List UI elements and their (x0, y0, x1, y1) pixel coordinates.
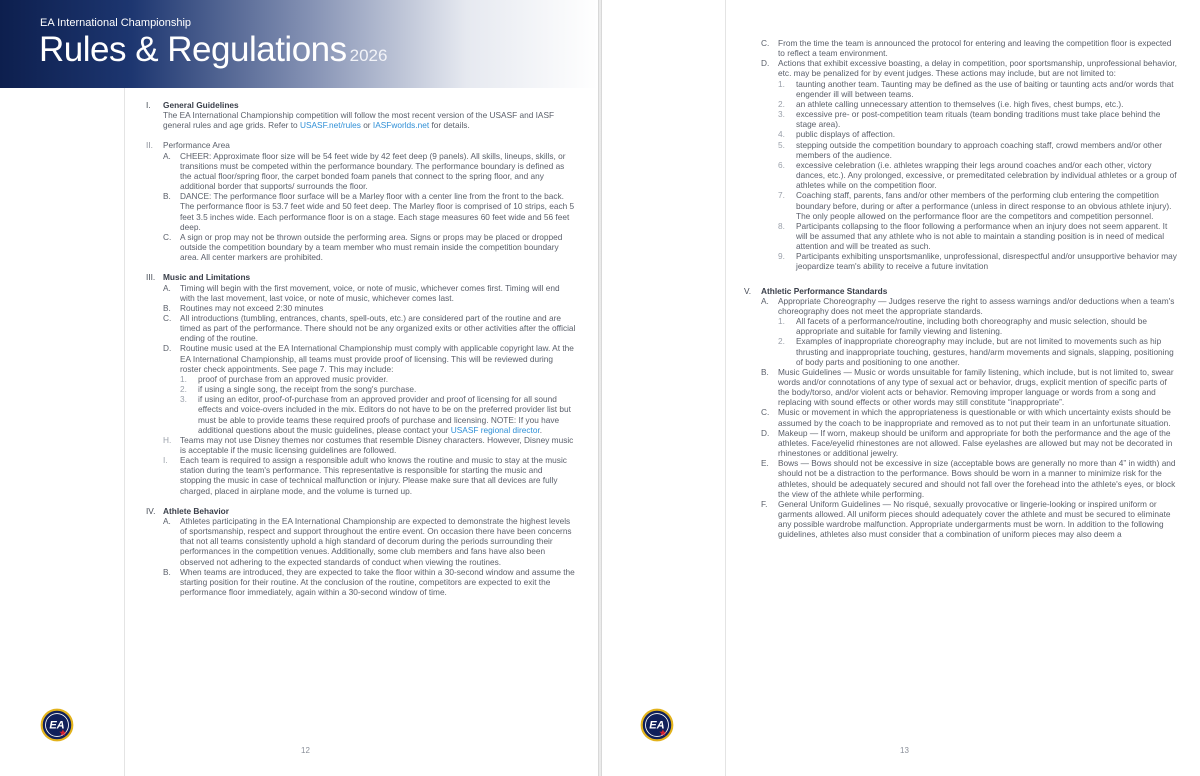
list-item (163, 435, 576, 455)
list-item (163, 191, 576, 232)
list-item (163, 313, 576, 343)
list-item (761, 458, 1178, 499)
sub-label: 1. (778, 78, 785, 89)
sub-text: proof of purchase from an approved music provider. (198, 373, 389, 384)
item-label: I. (163, 455, 168, 466)
section-music-limitations (146, 272, 576, 495)
sub-label: 9. (778, 251, 785, 262)
section-title: Athlete Behavior (163, 505, 229, 516)
sub-item (778, 99, 1178, 109)
section-title: General Guidelines (163, 100, 239, 110)
sub-text: Participants collapsing to the floor following a performance when an injury does not seem apparent. It will be assumed that any athlete who is not able to maintain a standing position is in need of medical attention and will be treated as such. (796, 220, 1168, 252)
general-text-end: for details. (431, 120, 470, 131)
page-number: 13 (900, 746, 909, 755)
list-item (761, 38, 1178, 58)
section-title: Athletic Performance Standards (761, 285, 888, 296)
sub-item (778, 109, 1178, 129)
sub-label: 2. (778, 336, 785, 347)
item-text: Bows — Bows should not be excessive in size (acceptable bows are generally no more than 4” in width) and should not be a distraction to the performance. Bows should be worn in a manner to minimize risk for the athletes, should be adequately secured and should not fall over the forehead into the athlete's eyes, or block the view of the athlete while performing. (778, 458, 1176, 499)
item-text: General Uniform Guidelines — No risqué, sexually provocative or lingerie-looking or inspired uniform or garments allowed. All uniform pieces should adequately cover the athlete and must be secured to eliminate any possible wardrobe malfunction. Appropriate undergarments must be worn. In addition to the following guidelines, athletes also must consider that a combination of uniform pieces may also deem a (778, 498, 1171, 540)
sub-item (778, 140, 1178, 160)
usasf-regional-director-link[interactable]: USASF regional director (450, 424, 540, 435)
item-label: B. (761, 366, 769, 377)
section-number: II. (146, 140, 153, 151)
sub-item (778, 129, 1178, 139)
list-item (163, 455, 576, 496)
item-label: D. (761, 427, 770, 438)
item-text: When teams are introduced, they are expected to take the floor within a 30-second window and assume the starting position for their routine. At the conclusion of the routine, competitors are expected to exit the performance floor immediately, again within a 30-second window of time. (180, 566, 575, 598)
sub-label: 1. (778, 316, 785, 327)
section-number: IV. (146, 505, 156, 516)
ea-logo-icon (640, 708, 674, 742)
list-item (163, 516, 576, 567)
section-number: V. (744, 285, 752, 296)
list-item (163, 567, 576, 597)
sub-item (778, 160, 1178, 190)
item-label: A. (163, 282, 171, 293)
item-label: D. (761, 58, 770, 69)
section-text (163, 110, 576, 130)
page-title-text: Rules & Regulations (39, 30, 347, 69)
sub-text: excessive celebration (i.e. athletes wrapping their legs around coaches and/or each other, victory dances, etc.). Any prolonged, excessive, or premeditated celebration by individual athletes or a group of athletes while on the competition floor. (796, 159, 1177, 191)
sub-text: if using a single song, the receipt from the song's purchase. (198, 384, 417, 395)
sub-label: 2. (778, 98, 785, 109)
item-text: Teams may not use Disney themes nor costumes that resemble Disney characters. However, Disney music is acceptable if the music licensing guidelines are followed. (180, 434, 574, 455)
item-label: A. (163, 515, 171, 526)
item-label: F. (761, 498, 768, 509)
item-text: CHEER: Approximate floor size will be 54 feet wide by 42 feet deep (9 panels). All skills, lineups, skills, or transitions must be competed within the performance boundary. The performance boundary is defined as the actual floor/spring floor, the carpet bonded foam panels that connect to the spring floor, and any additional border that supports/ surrounds the floor. (180, 150, 566, 192)
sub-item (180, 394, 576, 435)
list-item (761, 367, 1178, 408)
list-item (761, 407, 1178, 427)
sub-item (778, 190, 1178, 220)
item-label: H. (163, 434, 172, 445)
item-text: Athletes participating in the EA International Championship are expected to demonstrate the highest levels of sportsmanship, respect and support throughout the entire event. On occasion there have been concerns that not all teams consistently uphold a high standard of decorum during the periods surrounding their performances in the competition venues. Additionally, some club members and fans have also been observed not adhering to the expected standards of conduct when viewing the routines. (180, 515, 572, 567)
sub-text: Examples of inappropriate choreography may include, but are not limited to movements such as hip thrusting and inappropriate touching, gestures, hand/arm movements and signals, slapping, positioning of body parts and positioning to one another. (796, 336, 1174, 367)
sub-label: 2. (180, 384, 187, 395)
sub-item (778, 79, 1178, 99)
item-text: From the time the team is announced the protocol for entering and leaving the competition floor is expected to reflect a team environment. (778, 38, 1172, 59)
item-text: All introductions (tumbling, entrances, chants, spell-outs, etc.) are considered part of the routine and are timed as part of the performance. There should not be any organized exits or other activities after the official ending of the routine. (180, 312, 576, 344)
item-text: Makeup — If worn, makeup should be uniform and appropriate for both the performance and the age of the athletes. Face/eyelid rhinestones are not allowed. False eyelashes are allowed but may not be decorated in rhinestones or additional jewelry. (778, 427, 1173, 459)
page-number: 12 (301, 746, 310, 755)
section-title: Music and Limitations (163, 272, 251, 283)
item-text: Each team is required to assign a responsible adult who knows the routine and music to stay at the music station during the team's performance. This representative is responsible for starting the music and stopping the music in case of technical malfunction or injury. Please make sure that all devices are fully charged, placed in airplane mode, and the volume is turned up. (180, 455, 567, 496)
list-item (761, 296, 1178, 367)
item-text: Music or movement in which the appropriateness is questionable or with which uncertainty exists should be assumed by the coach to be inappropriate and removed as to not put their team in an unfortunate situation. (778, 407, 1171, 428)
list-item (163, 343, 576, 434)
list-item (163, 283, 576, 303)
list-item (163, 151, 576, 192)
item-text: Routines may not exceed 2:30 minutes (180, 302, 324, 313)
item-label: C. (761, 38, 770, 48)
item-label: C. (163, 231, 172, 242)
right-content (744, 38, 1178, 540)
item-label: B. (163, 566, 171, 577)
item-label: E. (761, 458, 769, 469)
page-title (39, 30, 387, 70)
general-text: The EA International Championship competition will follow the most recent version of the USASF and IASF general rules and age grids. Refer to (163, 110, 555, 131)
sub-label: 5. (778, 139, 785, 150)
logo-text: EA (649, 719, 665, 732)
item-text: Timing will begin with the first movement, voice, or note of music, whichever comes first. Timing will end with the last movement, last voice, or note of music, whichever comes last. (180, 282, 560, 303)
sub-text: stepping outside the competition boundary to approach coaching staff, crowd members and/or other members of the audience. (796, 139, 1163, 160)
sub-item (778, 336, 1178, 366)
margin-guide (124, 0, 125, 776)
item-text: Appropriate Choreography — Judges reserve the right to assess warnings and/or deductions when a team's choreography does not meet the appropriate standards. (778, 295, 1175, 316)
section-number: I. (146, 100, 151, 110)
sub-label: 6. (778, 159, 785, 170)
item-text: Actions that exhibit excessive boasting, a delay in competition, poor sportsmanship, unprofessional behavior, etc. may be penalized for by event judges. These actions may include, but are not limited to: (778, 58, 1177, 79)
sub-text: if using an editor, proof-of-purchase from an approved provider and proof of licensing for all sound effects and voice-overs included in the mix. Editors do not have to be on the preferred provider list but must be able to provide teams these required proofs of purchase and licensing. NOTE: If you have additional questions about the music guidelines, please contact your (198, 394, 571, 435)
section-athlete-behavior-continued (744, 38, 1178, 272)
sub-label: 8. (778, 220, 785, 231)
margin-guide (725, 0, 726, 776)
list-item (761, 499, 1178, 540)
sub-label: 7. (778, 190, 785, 201)
general-text-or: or (363, 120, 371, 131)
sub-label: 3. (180, 394, 187, 405)
item-text: A sign or prop may not be thrown outside the performing area. Signs or props may be placed or dropped outside the competition boundary by a team member who must remain inside the competition boundary area. All center markers are prohibited. (180, 231, 563, 263)
item-text: Routine music used at the EA International Championship must comply with applicable copyright law. At the EA International Championship, all teams must provide proof of licensing. This will be reviewed during roster check appointments. See page 7. This may include: (180, 343, 574, 374)
item-label: B. (163, 191, 171, 202)
sub-text: taunting another team. Taunting may be defined as the use of baiting or taunting acts and/or words that engender ill will between teams. (796, 78, 1174, 99)
sub-text: excessive pre- or post-competition team rituals (team bonding traditions must take place behind the stage area). (796, 109, 1161, 130)
sub-label: 3. (778, 109, 785, 120)
sub-text: public displays of affection. (796, 129, 896, 140)
sub-item (778, 221, 1178, 251)
logo-text: EA (49, 719, 65, 732)
sub-item (778, 316, 1178, 336)
item-label: A. (761, 295, 769, 306)
item-label: C. (761, 407, 770, 418)
sub-text: All facets of a performance/routine, including both choreography and music selection, should be appropriate and suitable for family viewing and listening. (796, 316, 1147, 337)
sub-text: an athlete calling unnecessary attention to themselves (i.e. high fives, chest bumps, etc.). (796, 98, 1124, 109)
sub-label: 1. (180, 373, 187, 384)
sub-item (778, 251, 1178, 271)
list-item (163, 232, 576, 262)
section-athletic-performance-standards (744, 286, 1178, 540)
ea-logo-icon (40, 708, 74, 742)
header-banner (0, 0, 598, 88)
list-item (163, 303, 576, 313)
item-text: DANCE: The performance floor surface will be a Marley floor with a center line from the front to the back. The performance floor is 53.7 feet wide and 50 feet deep. The Marley floor is comprised of 10 strips, each 5 feet 3.5 inches wide. Each performance floor is on a stage. Each stage measures 60 feet wide and 56 feet deep. (180, 191, 575, 232)
usasf-rules-link[interactable]: USASF.net/rules (300, 120, 361, 131)
sub-item (180, 374, 576, 384)
list-item (761, 428, 1178, 458)
sub-item (180, 384, 576, 394)
section-number: III. (146, 272, 156, 283)
left-page (0, 0, 598, 776)
section-athlete-behavior (146, 506, 576, 597)
sub-label: 4. (778, 129, 785, 140)
iasf-worlds-link[interactable]: IASFworlds.net (372, 120, 430, 131)
list-item (761, 58, 1178, 271)
section-title: Performance Area (163, 140, 230, 151)
section-general-guidelines (146, 100, 576, 130)
header-year: 2026 (349, 46, 388, 65)
item-label: B. (163, 302, 171, 313)
sub-text-end: . (539, 424, 543, 435)
header-subtitle: EA International Championship (40, 17, 192, 29)
item-text: Music Guidelines — Music or words unsuitable for family listening, which include, but is not limited to, swear words and/or connotations of any type of sexual act or behavior, drugs, explicit mention of specific parts of the body/torso, and/or violent acts or behavior. Removing improper language or words from a song and replacing with sound effects or other words may still constitute “inappropriate”. (778, 366, 1174, 408)
item-label: D. (163, 343, 172, 354)
section-performance-area (146, 140, 576, 262)
sub-text: Coaching staff, parents, fans and/or other members of the performing club entering the competition boundary before, during or after a performance (unless in direct response to an obvious athlete injury). The only people allowed on the performance floor are the competitors and competition personnel. (796, 190, 1172, 221)
item-label: A. (163, 150, 171, 161)
item-label: C. (163, 312, 172, 323)
sub-text: Participants exhibiting unsportsmanlike, unprofessional, disrespectful and/or unsupportive behavior may jeopardize team's ability to receive a future invitation (796, 251, 1177, 272)
right-page (602, 0, 1200, 776)
left-content (146, 100, 576, 597)
